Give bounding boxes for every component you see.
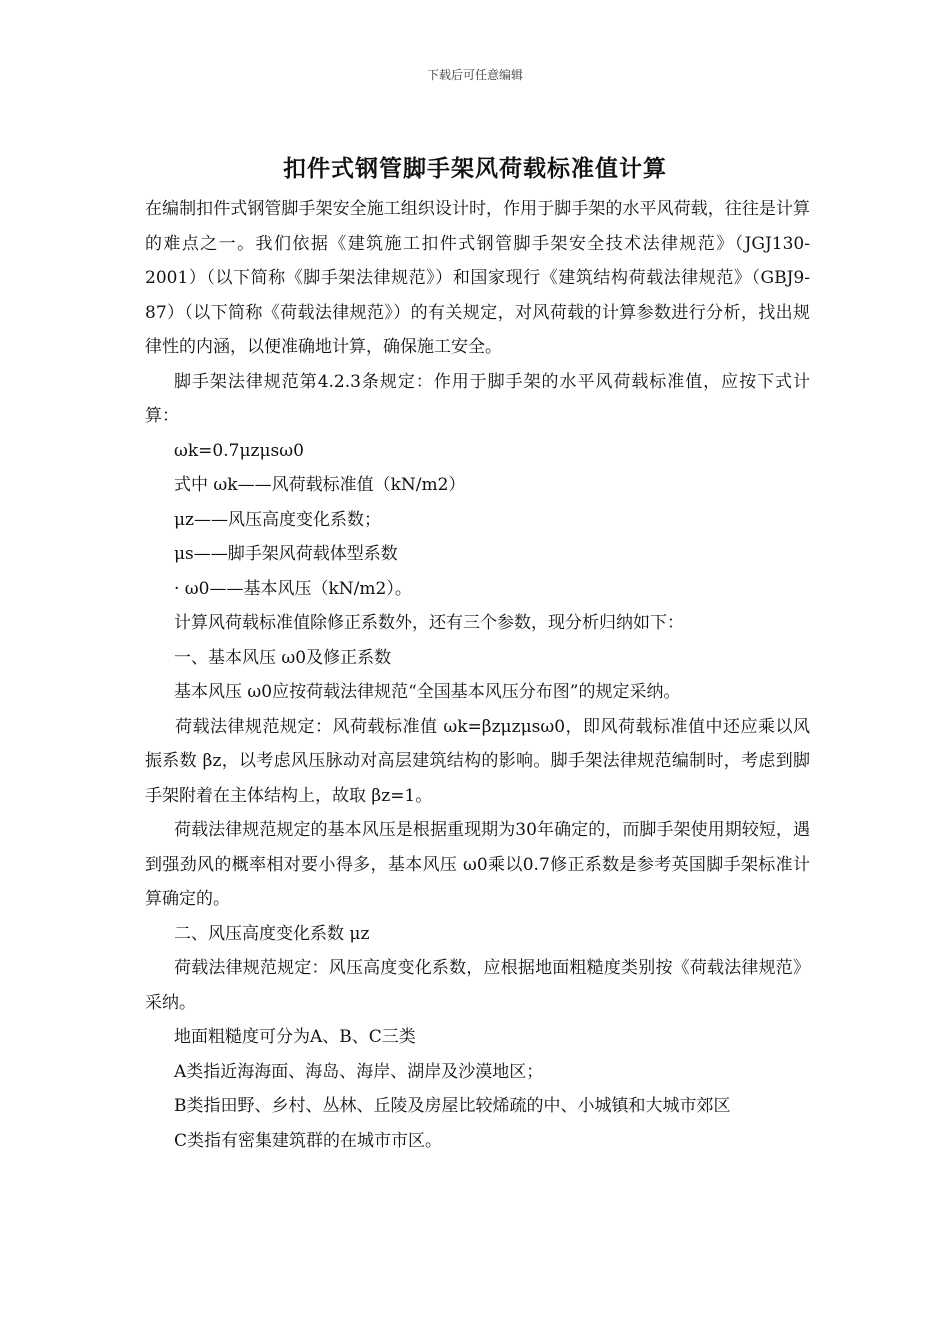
formula-line: ωk=0.7μzμsω0 (174, 440, 304, 461)
roughness-categories-paragraph: 地面粗糙度可分为A、B、C三类 (174, 1027, 416, 1047)
section-heading-1: 一、基本风压 ω0及修正系数 (174, 647, 392, 668)
category-c-paragraph: C类指有密集建筑群的在城市市区。 (174, 1130, 443, 1151)
document-body (145, 192, 810, 1158)
definition-w0: · ω0——基本风压（kN/m2）。 (174, 578, 412, 599)
section-heading-2: 二、风压高度变化系数 μz (174, 923, 370, 944)
document-title: 扣件式钢管脚手架风荷载标准值计算 (283, 156, 667, 182)
definition-uz: μz——风压高度变化系数； (174, 509, 382, 530)
height-coefficient-paragraph: 荷载法律规范规定：风压高度变化系数，应根据地面粗糙度类别按《荷载法律规范》采纳。 (145, 958, 810, 1013)
clause-paragraph: 脚手架法律规范第4.2.3条规定：作用于脚手架的水平风荷载标准值，应按下式计算： (145, 371, 810, 426)
page-header-note: 下载后可任意编辑 (426, 68, 523, 82)
intro-paragraph: 在编制扣件式钢管脚手架安全施工组织设计时，作用于脚手架的水平风荷载，往往是计算的难点之一。我们依据《建筑施工扣件式钢管脚手架安全技术法律规范》（JGJ130-2001）（以下简称《脚手架法律规范》）和国家现行《建筑结构荷载法律规范》（GBJ9-87）（以下简称《荷载法律规范》）的有关规定，对风荷载的计算参数进行分析，找出规律性的内涵，以便准确地计算，确保施工安全。 (145, 199, 810, 357)
parameters-paragraph: 计算风荷载标准值除修正系数外，还有三个参数，现分析归纳如下： (174, 613, 684, 633)
category-b-paragraph: B类指田野、乡村、丛林、丘陵及房屋比较烯疏的中、小城镇和大城市郊区 (174, 1096, 731, 1116)
return-period-paragraph: 荷载法律规范规定的基本风压是根据重现期为30年确定的，而脚手架使用期较短，遇到强劲风的概率相对要小得多，基本风压 ω0乘以0.7修正系数是参考英国脚手架标准计算确定的。 (145, 820, 810, 909)
basic-wind-paragraph: 基本风压 ω0应按荷载法律规范“全国基本风压分布图”的规定采纳。 (174, 682, 681, 702)
wind-vibration-paragraph: 荷载法律规范规定：风荷载标准值 ωk=βzμzμsω0，即风荷载标准值中还应乘以风振系数 βz，以考虑风压脉动对高层建筑结构的影响。脚手架法律规范编制时，考虑到脚手架附着在主体结构上，故取 βz=1。 (145, 716, 810, 806)
category-a-paragraph: A类指近海海面、海岛、海岸、湖岸及沙漠地区； (174, 1061, 544, 1082)
definition-us: μs——脚手架风荷载体型系数 (174, 544, 398, 564)
definition-wk: 式中 ωk——风荷载标准值（kN/m2） (174, 475, 466, 495)
